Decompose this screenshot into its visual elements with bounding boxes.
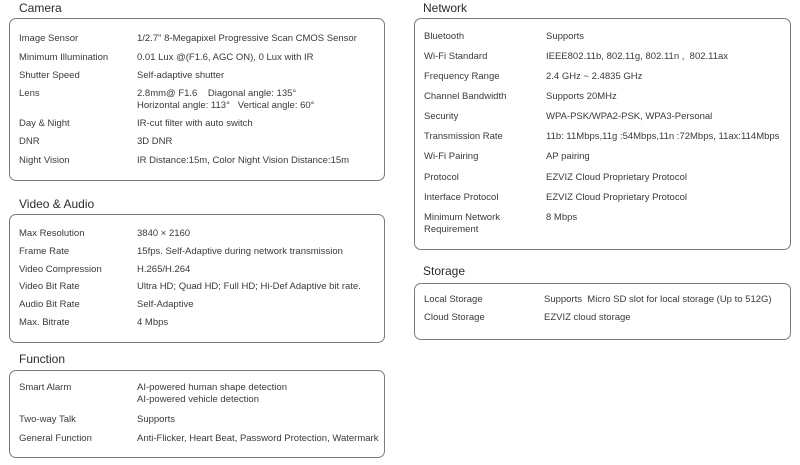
spec-value: 2.8mm@ F1.6 Diagonal angle: 135° Horizontal angle: 113° Vertical angle: 60°: [137, 88, 315, 111]
spec-value: WPA-PSK/WPA2-PSK, WPA3-Personal: [546, 111, 713, 122]
camera-spec-box: [9, 18, 385, 181]
spec-label: Local Storage: [424, 294, 483, 305]
camera-section-title: Camera: [19, 1, 62, 15]
spec-value: AP pairing: [546, 151, 590, 162]
spec-label: Channel Bandwidth: [424, 91, 507, 102]
spec-value: 15fps. Self-Adaptive during network transmission: [137, 246, 343, 257]
spec-value: 4 Mbps: [137, 317, 169, 328]
spec-label: Night Vision: [19, 155, 70, 166]
spec-value: IR Distance:15m, Color Night Vision Distance:15m: [137, 155, 350, 166]
spec-value: EZVIZ Cloud Proprietary Protocol: [546, 192, 687, 203]
spec-label: DNR: [19, 136, 40, 147]
spec-label: Cloud Storage: [424, 312, 485, 323]
spec-value: Self-adaptive shutter: [137, 70, 225, 81]
spec-value: IEEE802.11b, 802.11g, 802.11n , 802.11ax: [546, 51, 729, 62]
spec-label: Max Resolution: [19, 228, 85, 239]
spec-label: Wi-Fi Standard: [424, 51, 488, 62]
spec-label: Max. Bitrate: [19, 317, 70, 328]
spec-label: Transmission Rate: [424, 131, 503, 142]
spec-value: H.265/H.264: [137, 264, 191, 275]
spec-label: Day & Night: [19, 118, 70, 129]
function-section-title: Function: [19, 352, 66, 366]
spec-label: Video Bit Rate: [19, 281, 80, 292]
spec-value: Ultra HD; Quad HD; Full HD; Hi-Def Adaptive bit rate.: [137, 281, 361, 292]
spec-label: Wi-Fi Pairing: [424, 151, 479, 162]
spec-value: 0.01 Lux @(F1.6, AGC ON), 0 Lux with IR: [137, 52, 314, 63]
spec-label: Frame Rate: [19, 246, 70, 257]
spec-label: Interface Protocol: [424, 192, 499, 203]
spec-value: AI-powered human shape detection AI-powered vehicle detection: [137, 382, 287, 405]
spec-value: 8 Mbps: [546, 212, 578, 223]
spec-value: 11b: 11Mbps,11g :54Mbps,11n :72Mbps, 11ax:114Mbps: [546, 131, 780, 142]
spec-value: 3840 × 2160: [137, 228, 191, 239]
spec-label: Two-way Talk: [19, 414, 76, 425]
spec-label: Image Sensor: [19, 33, 79, 44]
spec-label: Frequency Range: [424, 71, 500, 82]
function-spec-box: [9, 370, 385, 458]
spec-label: Lens: [19, 88, 40, 99]
video-audio-section-title: Video & Audio: [19, 197, 95, 211]
spec-label: Security: [424, 111, 459, 122]
spec-value: 1/2.7" 8-Megapixel Progressive Scan CMOS Sensor: [137, 33, 357, 44]
network-spec-box: [414, 18, 791, 250]
storage-spec-box: [414, 283, 791, 340]
spec-value: Self-Adaptive: [137, 299, 194, 310]
spec-label: Bluetooth: [424, 31, 465, 42]
storage-section-title: Storage: [423, 264, 466, 278]
spec-label: General Function: [19, 433, 92, 444]
spec-label: Minimum Network Requirement: [424, 212, 501, 235]
spec-value: IR-cut filter with auto switch: [137, 118, 253, 129]
spec-label: Minimum Illumination: [19, 52, 109, 63]
spec-label: Video Compression: [19, 264, 102, 275]
spec-value: 3D DNR: [137, 136, 173, 147]
video-audio-spec-box: [9, 214, 385, 343]
spec-value: Supports: [546, 31, 585, 42]
spec-value: EZVIZ Cloud Proprietary Protocol: [546, 172, 687, 183]
spec-value: Supports: [137, 414, 176, 425]
spec-label: Smart Alarm: [19, 382, 72, 393]
spec-value: 2.4 GHz ~ 2.4835 GHz: [546, 71, 643, 82]
spec-value: EZVIZ cloud storage: [544, 312, 631, 323]
spec-value: Supports 20MHz: [546, 91, 617, 102]
spec-label: Shutter Speed: [19, 70, 80, 81]
spec-value: Supports Micro SD slot for local storage (Up to 512G): [544, 294, 772, 305]
network-section-title: Network: [423, 1, 468, 15]
spec-value: Anti-Flicker, Heart Beat, Password Protection, Watermark: [137, 433, 379, 444]
spec-label: Protocol: [424, 172, 459, 183]
spec-label: Audio Bit Rate: [19, 299, 80, 310]
